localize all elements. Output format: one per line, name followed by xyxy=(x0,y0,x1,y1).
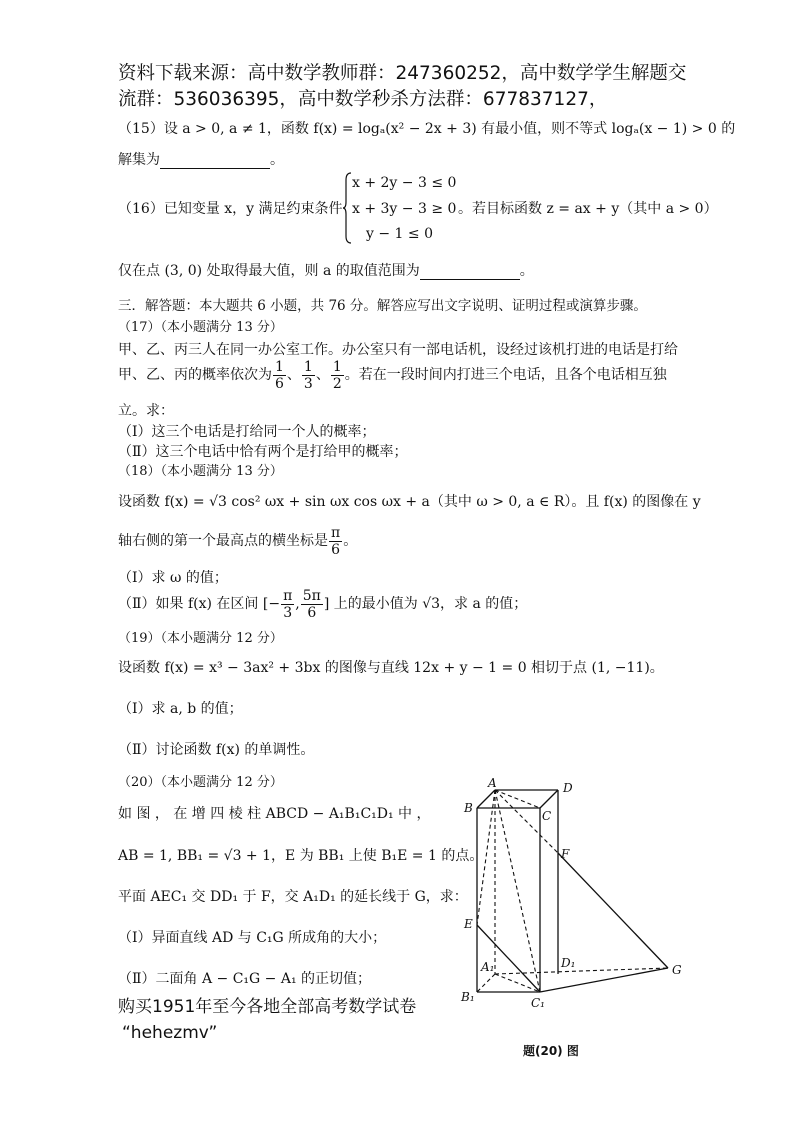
q16-answer-blank xyxy=(420,265,520,280)
q17-line-2 xyxy=(118,356,667,394)
q16-prefix: （16）已知变量 x，y 满足约束条件 xyxy=(118,201,343,217)
edge-AC1-hidden xyxy=(495,790,540,992)
figure-caption: 题(20) 图 xyxy=(523,1044,579,1058)
frac-den: 6 xyxy=(307,604,317,621)
q18-part-2 xyxy=(118,585,527,623)
q16-constraint-3: y − 1 ≤ 0 xyxy=(366,226,433,242)
fraction-1-2 xyxy=(331,359,344,392)
frac-num: 1 xyxy=(332,358,342,375)
q20-line-2: AB = 1, BB₁ = √3 + 1，E 为 BB₁ 上使 B₁E = 1 的点。 xyxy=(118,848,484,864)
q16-constraint-2: x + 3y − 3 ≥ 0 xyxy=(352,201,457,217)
edge-EC1 xyxy=(477,925,540,992)
label-D: D xyxy=(563,781,573,795)
edge-FG xyxy=(558,853,668,968)
q19-line-1: 设函数 f(x) = x³ − 3ax² + 3bx 的图像与直线 12x + y − 1 = 0 相切于点 (1, −11)。 xyxy=(118,660,664,676)
label-F: F xyxy=(561,847,570,861)
frac-num: π xyxy=(283,587,293,604)
q20-line-3: 平面 AEC₁ 交 DD₁ 于 F，交 A₁D₁ 的延长线于 G，求： xyxy=(118,889,468,905)
q18-part-2b: ] 上的最小值为 √3，求 a 的值； xyxy=(323,596,528,612)
comma: , xyxy=(295,596,300,612)
frac-den: 2 xyxy=(332,375,342,392)
section-3-heading: 三．解答题：本大题共 6 小题，共 76 分。解答应写出文字说明、证明过程或演算步骤。 xyxy=(118,298,647,314)
q15-line-2-text: 解集为 xyxy=(118,152,160,168)
q15-line-2 xyxy=(118,151,284,169)
fraction-1-6 xyxy=(273,359,286,392)
q17-part-1: （Ⅰ）这三个电话是打给同一个人的概率； xyxy=(118,424,376,440)
edge-AE-hidden xyxy=(477,790,495,925)
header-line-1: 资料下载来源：高中数学教师群：247360252，高中数学学生解题交 xyxy=(118,63,687,84)
frac-num: 1 xyxy=(303,358,313,375)
edge-AB xyxy=(477,790,495,808)
q19-title: （19）（本小题满分 12 分） xyxy=(118,631,283,646)
q16-line-2 xyxy=(118,262,534,280)
q18-part-1: （Ⅰ）求 ω 的值； xyxy=(118,570,228,586)
q19-part-1: （Ⅰ）求 a, b 的值； xyxy=(118,701,243,717)
frac-num: 1 xyxy=(275,358,284,375)
q17-part-2: （Ⅱ）这三个电话中恰有两个是打给甲的概率； xyxy=(118,444,408,460)
label-D1: D₁ xyxy=(561,956,576,970)
label-G: G xyxy=(672,963,682,977)
label-B1: B₁ xyxy=(461,990,475,1004)
label-A1: A₁ xyxy=(481,960,495,974)
q15-answer-blank xyxy=(160,154,270,169)
q15-end: 。 xyxy=(270,152,284,168)
constraint-brace xyxy=(342,172,352,244)
footer-line-1: 购买1951年至今各地全部高考数学试卷 xyxy=(118,997,417,1017)
q18-part-2a: （Ⅱ）如果 f(x) 在区间 [− xyxy=(118,596,281,612)
fraction-pi-3 xyxy=(281,588,294,621)
prism-figure xyxy=(455,775,695,1070)
frac-den: 6 xyxy=(331,541,341,558)
q17-line-2a: 甲、乙、丙的概率依次为 xyxy=(118,367,272,383)
label-B: B xyxy=(464,801,473,815)
q18-title: （18）（本小题满分 13 分） xyxy=(118,464,283,479)
header-line-2: 流群：536036395，高中数学秒杀方法群：677837127， xyxy=(118,89,608,110)
fraction-5pi-6 xyxy=(301,588,323,621)
q15-line-1: （15）设 a > 0, a ≠ 1，函数 f(x) = logₐ(x² − 2x + 3) 有最小值，则不等式 logₐ(x − 1) > 0 的 xyxy=(118,121,736,137)
q16-line-2-text: 仅在点 (3, 0) 处取得最大值，则 a 的取值范围为 xyxy=(118,263,420,279)
edge-A1C1-hidden xyxy=(495,974,540,992)
label-A: A xyxy=(488,776,497,790)
frac-den: 6 xyxy=(275,375,284,392)
footer-line-2: “hehezmv” xyxy=(122,1023,218,1043)
q16-end: 。 xyxy=(519,263,534,279)
frac-den: 3 xyxy=(283,604,293,621)
q17-line-3: 立。求： xyxy=(118,403,174,419)
q18-line-2a: 轴右侧的第一个最高点的横坐标是 xyxy=(118,533,328,549)
q16-constraint-1: x + 2y − 3 ≤ 0 xyxy=(352,175,457,191)
fraction-pi-6 xyxy=(329,525,342,558)
q19-part-2: （Ⅱ）讨论函数 f(x) 的单调性。 xyxy=(118,742,315,758)
sep: 、 xyxy=(315,367,330,383)
frac-den: 3 xyxy=(303,375,313,392)
q18-line-2 xyxy=(118,522,357,560)
q20-part-1: （Ⅰ）异面直线 AD 与 C₁G 所成角的大小； xyxy=(118,930,387,946)
fraction-1-3 xyxy=(302,359,315,392)
q20-title: （20）（本小题满分 12 分） xyxy=(118,775,283,790)
label-C: C xyxy=(542,809,552,823)
frac-num: 5π xyxy=(302,587,321,604)
q17-line-1: 甲、乙、丙三人在同一办公室工作。办公室只有一部电话机，设经过该机打进的电话是打给 xyxy=(118,342,678,358)
sep: 、 xyxy=(286,367,301,383)
edge-A1B1-hidden xyxy=(477,974,495,992)
edge-AC-hidden xyxy=(495,790,540,808)
q17-line-2b: 。若在一段时间内打进三个电话，且各个电话相互独 xyxy=(344,367,667,383)
q20-part-2: （Ⅱ）二面角 A − C₁G − A₁ 的正切值； xyxy=(118,971,372,987)
frac-num: π xyxy=(331,524,341,541)
edge-CD xyxy=(540,790,558,808)
label-C1: C₁ xyxy=(531,996,545,1010)
label-E: E xyxy=(464,917,473,931)
q18-line-1: 设函数 f(x) = √3 cos² ωx + sin ωx cos ωx + a（其中 ω > 0, a ∈ R）。且 f(x) 的图像在 y xyxy=(118,494,701,510)
q17-title: （17）（本小题满分 13 分） xyxy=(118,320,283,335)
q16-suffix: 。若目标函数 z = ax + y（其中 a > 0） xyxy=(458,201,718,217)
q20-line-1: 如 图 ， 在 增 四 棱 柱 ABCD − A₁B₁C₁D₁ 中 ， xyxy=(118,806,431,822)
q18-line-2b: 。 xyxy=(343,533,358,549)
